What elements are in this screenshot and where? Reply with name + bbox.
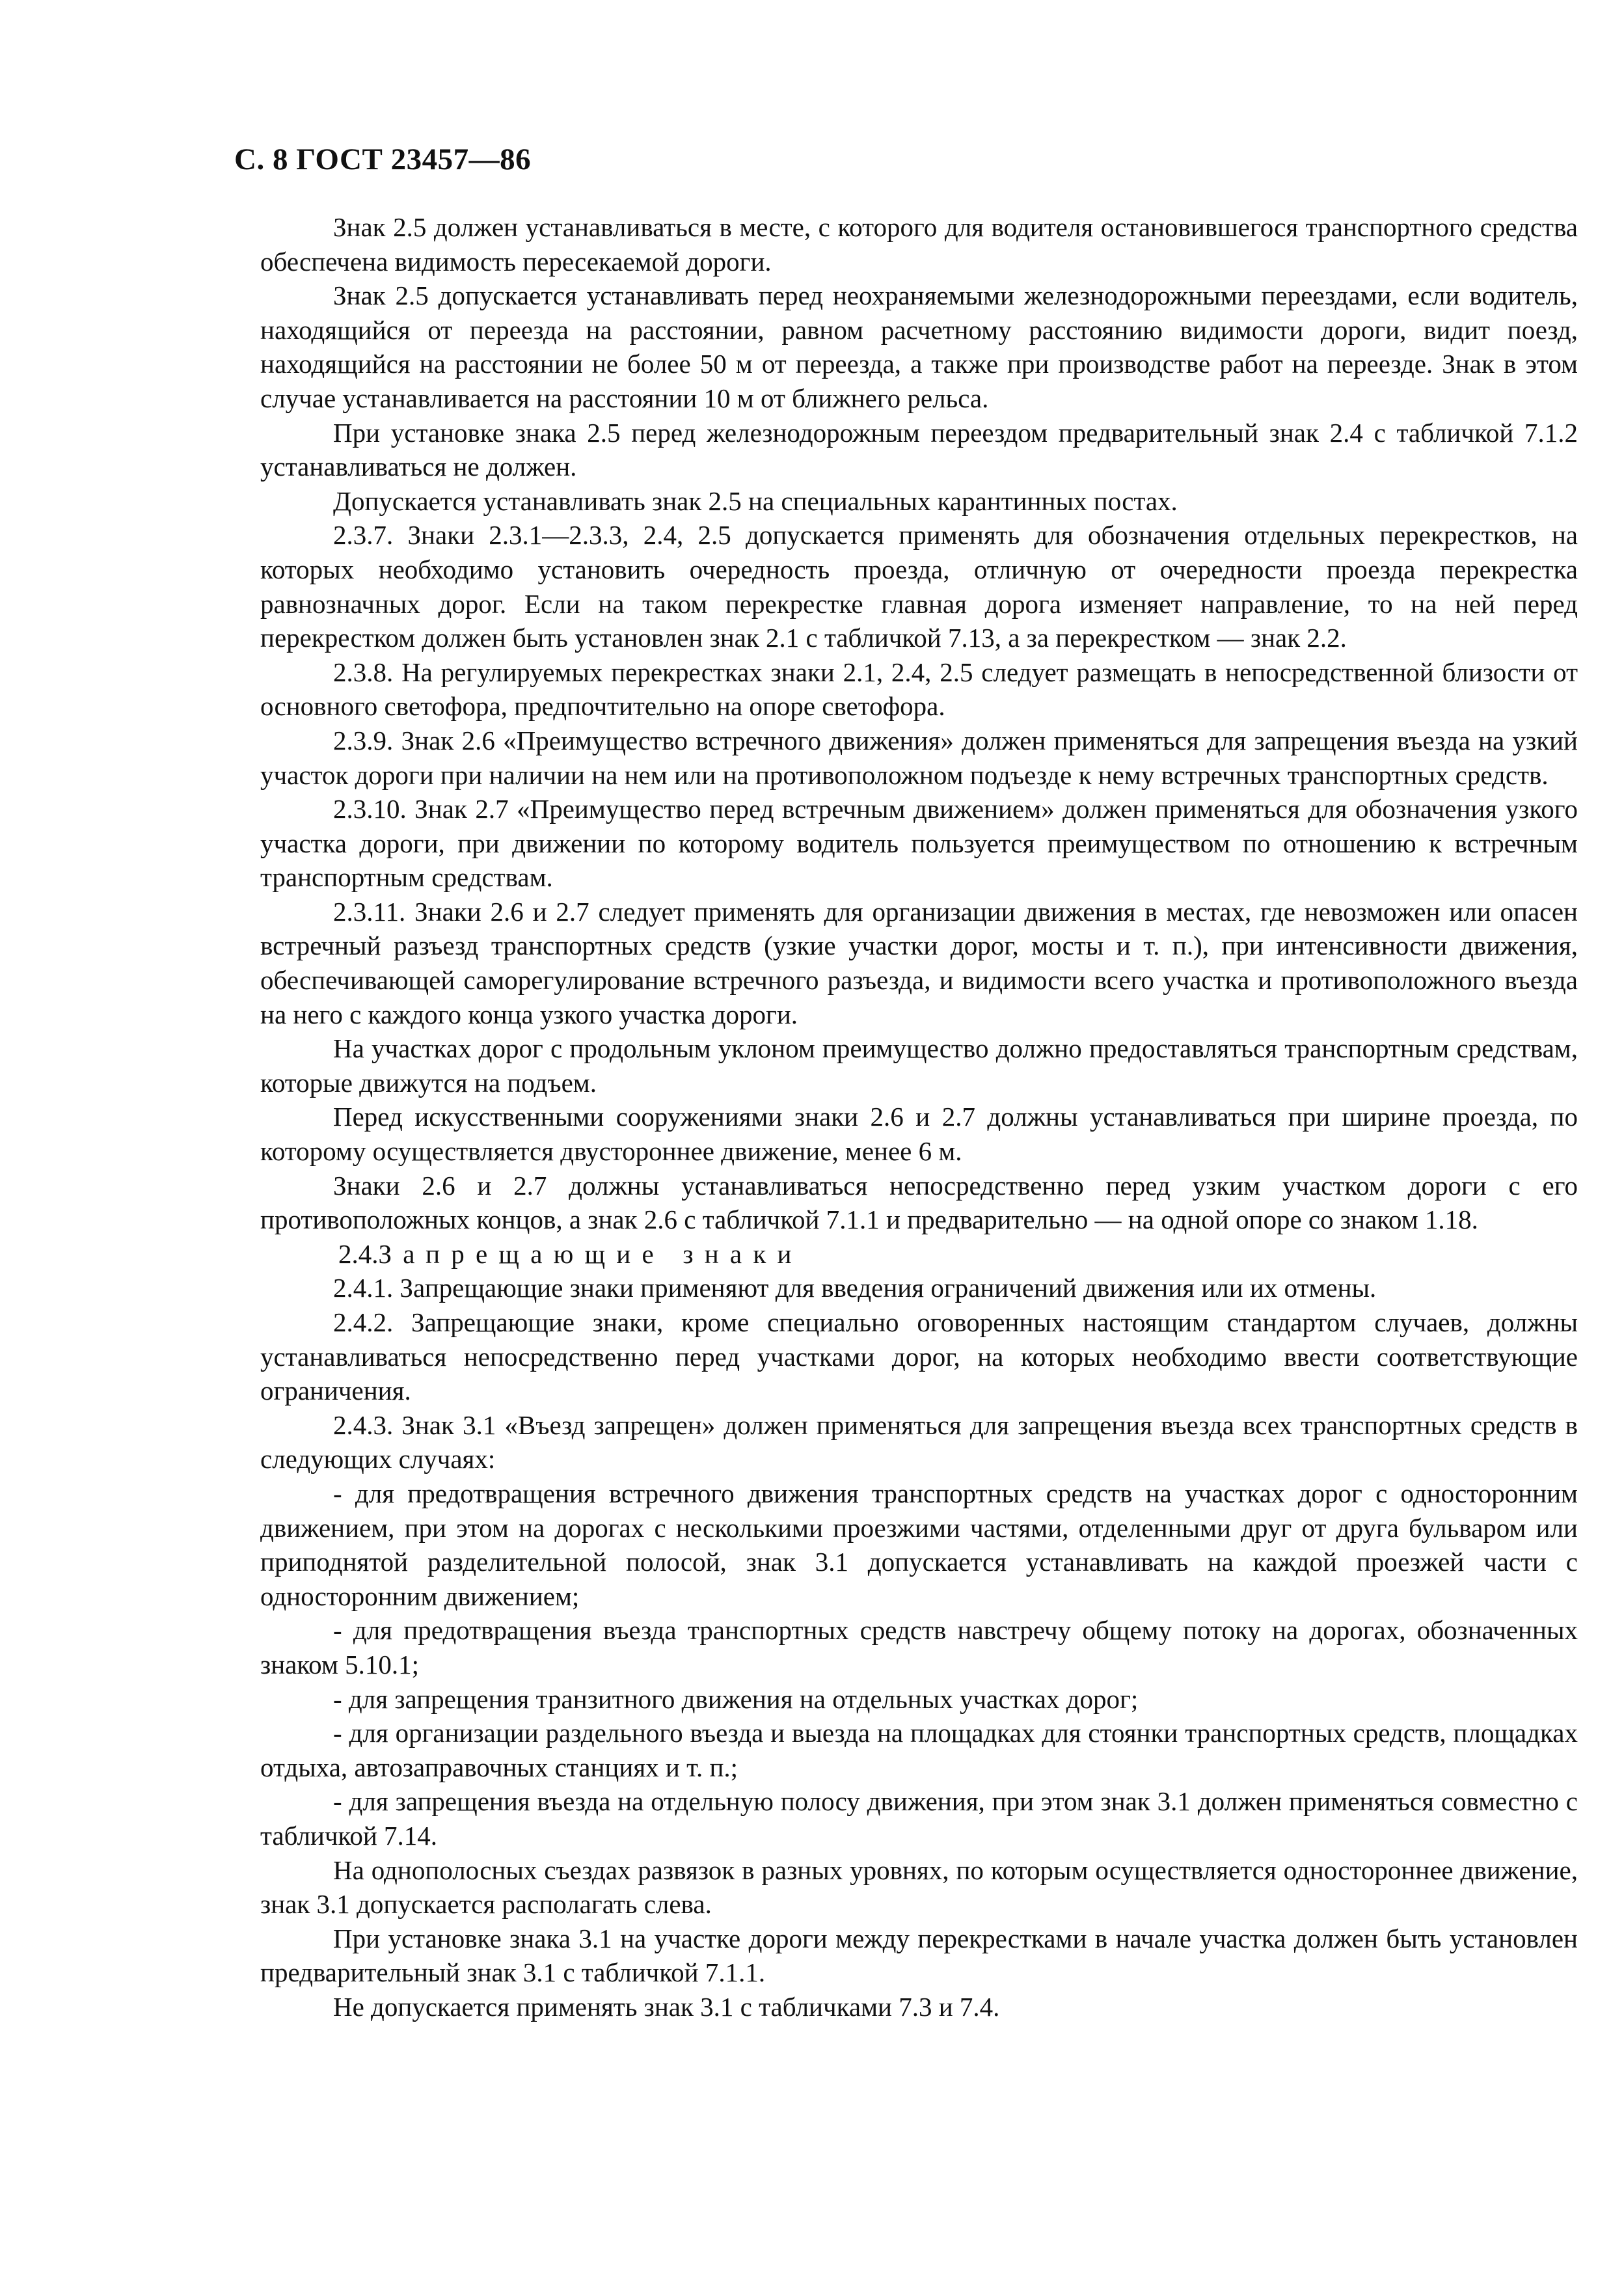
- paragraph: На участках дорог с продольным уклоном преимущество должно предоставляться транспортным средствам, которые движутся на подъем.: [260, 1033, 1578, 1098]
- paragraph: Допускается устанавливать знак 2.5 на специальных карантинных постах.: [333, 485, 1178, 516]
- paragraph: 2.4.2. Запрещающие знаки, кроме специально оговоренных настоящим стандартом случаев, должны устанавливаться непосредственно перед участками дорог, на которых необходимо ввести соответствующие ограничения.: [260, 1307, 1578, 1406]
- paragraph: 2.4.1. Запрещающие знаки применяют для введения ограничений движения или их отмены.: [333, 1273, 1377, 1303]
- list-item: - для предотвращения встречного движения транспортных средств на участках дорог с односторонним движением, при этом на дорогах с несколькими проезжими частями, отделенными друг от друга бульваром или приподнятой разделительной полосой, знак 3.1 допускается устанавливать на каждой проезжей части с односторонним движением;: [260, 1478, 1578, 1611]
- paragraph: Знак 2.5 должен устанавливаться в месте, с которого для водителя остановившегося транспортного средства обеспечена видимость пересекаемой дороги.: [260, 212, 1578, 277]
- paragraph: Не допускается применять знак 3.1 с табличками 7.3 и 7.4.: [333, 1991, 1000, 2022]
- paragraph: Перед искусственными сооружениями знаки 2.6 и 2.7 должны устанавливаться при ширине проезда, по которому осуществляется двустороннее движение, менее 6 м.: [260, 1102, 1578, 1167]
- paragraph: Знаки 2.6 и 2.7 должны устанавливаться непосредственно перед узким участком дороги с его противоположных концов, а знак 2.6 с табличкой 7.1.1 и предварительно — на одной опоре со знаком 1.18.: [260, 1170, 1578, 1235]
- list-item: - для предотвращения въезда транспортных средств навстречу общему потоку на дорогах, обозначенных знаком 5.10.1;: [260, 1615, 1578, 1679]
- paragraph: 2.3.10. Знак 2.7 «Преимущество перед встречным движением» должен применяться для обозначения узкого участка дороги, при движении по которому водитель пользуется преимуществом по отношению к встречным транспортным средствам.: [260, 794, 1578, 893]
- paragraph: 2.3.8. На регулируемых перекрестках знаки 2.1, 2.4, 2.5 следует размещать в непосредственной близости от основного светофора, предпочтительно на опоре светофора.: [260, 657, 1578, 722]
- section-title: Запрещающие знаки: [378, 1238, 803, 1269]
- paragraph: 2.4.3. Знак 3.1 «Въезд запрещен» должен применяться для запрещения въезда всех транспортных средств в следующих случаях:: [260, 1409, 1578, 1475]
- paragraph: 2.3.9. Знак 2.6 «Преимущество встречного движения» должен применяться для запрещения въезда на узкий участок дороги при наличии на нем или на противоположном подъезде к нему встречных транспортных средств.: [260, 725, 1578, 790]
- list-item: - для организации раздельного въезда и выезда на площадках для стоянки транспортных средств, площадках отдыха, автозаправочных станциях и т. п.;: [260, 1718, 1578, 1782]
- page-header: С. 8 ГОСТ 23457—86: [234, 143, 532, 176]
- section-number: 2.4.: [338, 1238, 379, 1269]
- section-heading: [260, 1237, 1578, 1271]
- paragraph: 2.3.7. Знаки 2.3.1—2.3.3, 2.4, 2.5 допускается применять для обозначения отдельных перекрестков, на которых необходимо установить очередность проезда, отличную от очередности проезда перекрестка равнозначных дорог. Если на таком перекрестке главная дорога изменяет направление, то на ней перед перекрестком должен быть установлен знак 2.1 с табличкой 7.13, а за перекрестком — знак 2.2.: [260, 520, 1578, 653]
- paragraph: На однополосных съездах развязок в разных уровнях, по которым осуществляется одностороннее движение, знак 3.1 допускается располагать слева.: [260, 1855, 1578, 1920]
- document-body: [260, 210, 1578, 2024]
- list-item: - для запрещения транзитного движения на отдельных участках дорог;: [333, 1683, 1139, 1714]
- paragraph: Знак 2.5 допускается устанавливать перед неохраняемыми железнодорожными переездами, если водитель, находящийся от переезда на расстоянии, равном расчетному расстоянию видимости дороги, видит поезд, находящийся на расстоянии не более 50 м от переезда, а также при производстве работ на переезде. Знак в этом случае устанавливается на расстоянии 10 м от ближнего рельса.: [260, 280, 1578, 413]
- paragraph: При установке знака 3.1 на участке дороги между перекрестками в начале участка должен быть установлен предварительный знак 3.1 с табличкой 7.1.1.: [260, 1923, 1578, 1988]
- paragraph: 2.3.11. Знаки 2.6 и 2.7 следует применять для организации движения в местах, где невозможен или опасен встречный разъезд транспортных средств (узкие участки дорог, мосты и т. п.), при интенсивности движения, обеспечивающей саморегулирование встречного разъезда, и видимости всего участка и противоположного въезда на него с каждого конца узкого участка дороги.: [260, 896, 1578, 1029]
- paragraph: При установке знака 2.5 перед железнодорожным переездом предварительный знак 2.4 с табличкой 7.1.2 устанавливаться не должен.: [260, 417, 1578, 482]
- list-item: - для запрещения въезда на отдельную полосу движения, при этом знак 3.1 должен применяться совместно с табличкой 7.14.: [260, 1786, 1578, 1851]
